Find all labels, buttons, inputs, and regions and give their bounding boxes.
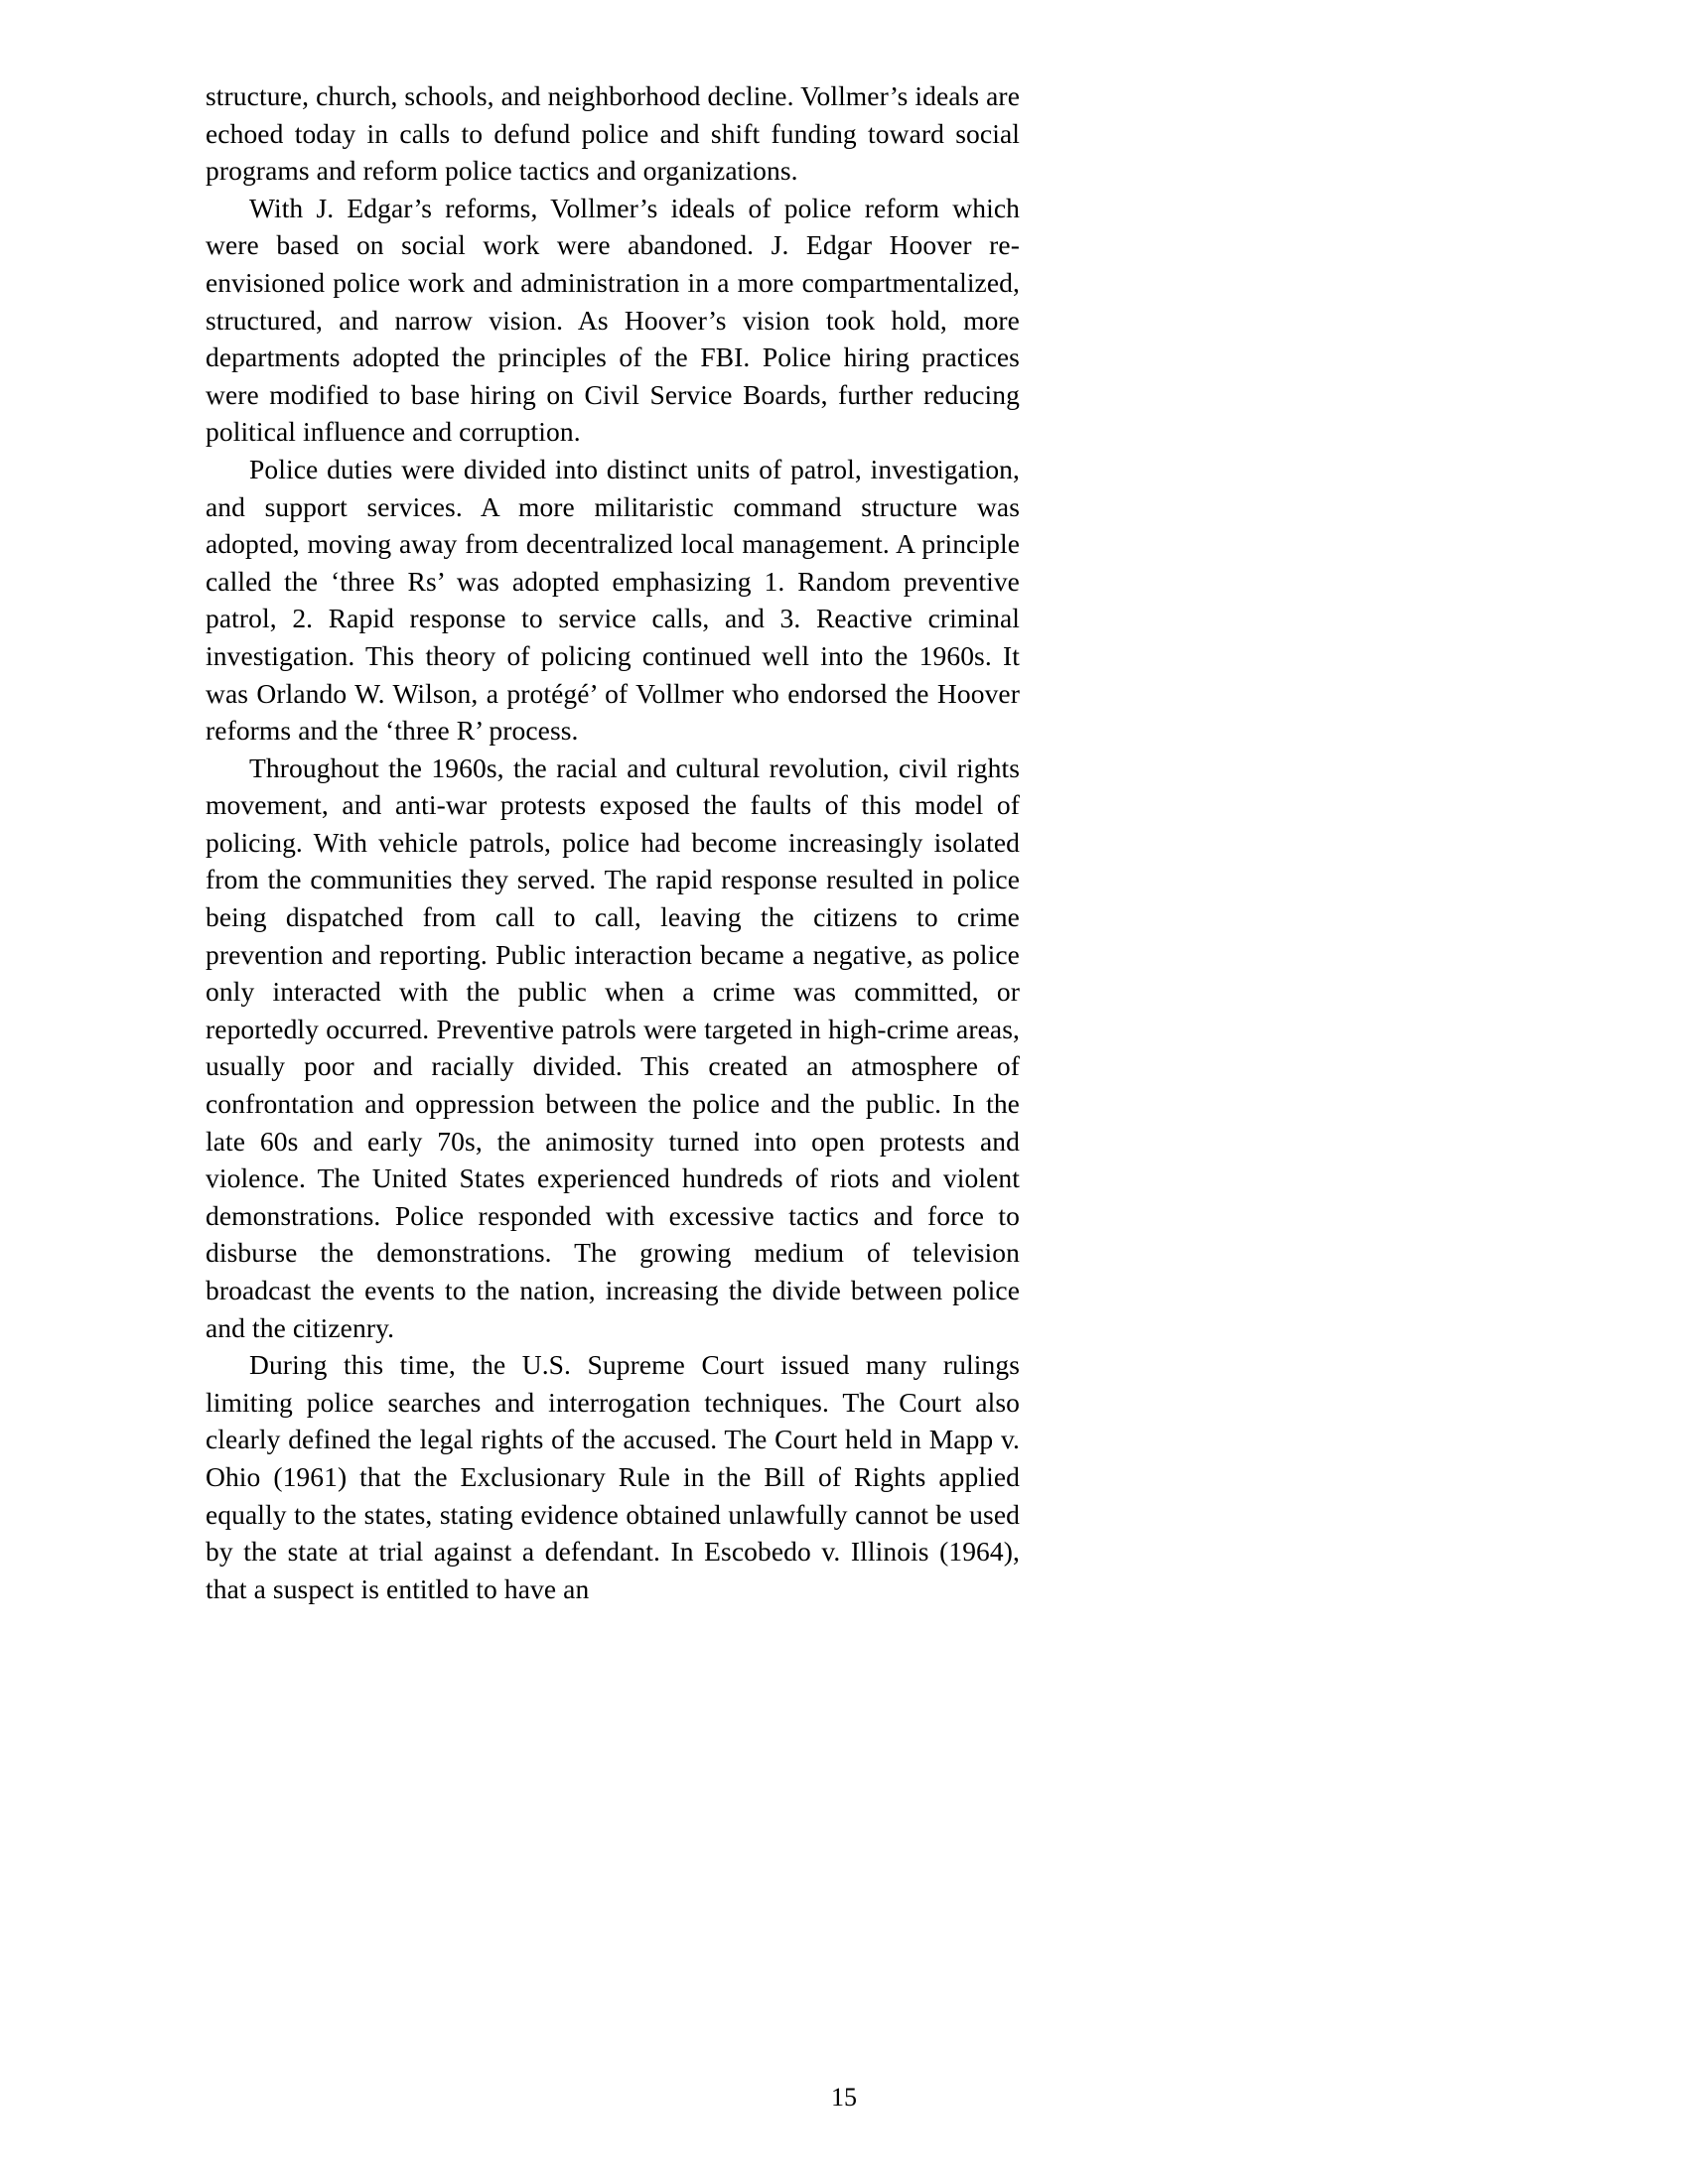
paragraph: During this time, the U.S. Supreme Court issued many rulings limiting police searches and interrogation techniques. The Court also clearly defined the legal rights of the accused. The Court held in Mapp v. Ohio (1961) that the Exclusionary Rule in the Bill of Rights applied equally to the states, stating evidence obtained unlawfully cannot be used by the state at trial against a defendant. In Escobedo v. Illinois (1964), that a suspect is entitled to have an [206, 1349, 1020, 1604]
paragraph: Police duties were divided into distinct units of patrol, investigation, and support services. A more militaristic command structure was adopted, moving away from decentralized local management. A principle called the ‘three Rs’ was adopted emphasizing 1. Random preventive patrol, 2. Rapid response to service calls, and 3. Reactive criminal investigation. This theory of policing continued well into the 1960s. It was Orlando W. Wilson, a protégé’ of Vollmer who endorsed the Hoover reforms and the ‘three R’ process. [206, 453, 1020, 747]
paragraph: structure, church, schools, and neighborhood decline. Vollmer’s ideals are echoed today in calls to defund police and shift funding toward social programs and reform police tactics and organizations. [206, 80, 1020, 187]
paragraph: With J. Edgar’s reforms, Vollmer’s ideals of police reform which were based on social work were abandoned. J. Edgar Hoover re-envisioned police work and administration in a more compartmentalized, structured, and narrow vision. As Hoover’s vision took hold, more departments adopted the principles of the FBI. Police hiring practices were modified to base hiring on Civil Service Boards, further reducing political influence and corruption. [206, 192, 1020, 448]
page-body-text [206, 77, 1020, 1607]
paragraph: Throughout the 1960s, the racial and cultural revolution, civil rights movement, and anti-war protests exposed the faults of this model of policing. With vehicle patrols, police had become increasingly isolated from the communities they served. The rapid response resulted in police being dispatched from call to call, leaving the citizens to crime prevention and reporting. Public interaction became a negative, as police only interacted with the public when a crime was committed, or reportedly occurred. Preventive patrols were targeted in high-crime areas, usually poor and racially divided. This created an atmosphere of confrontation and oppression between the police and the public. In the late 60s and early 70s, the animosity turned into open protests and violence. The United States experienced hundreds of riots and violent demonstrations. Police responded with excessive tactics and force to disburse the demonstrations. The growing medium of television broadcast the events to the nation, increasing the divide between police and the citizenry. [206, 751, 1020, 1343]
page-number: 15 [831, 2083, 857, 2112]
